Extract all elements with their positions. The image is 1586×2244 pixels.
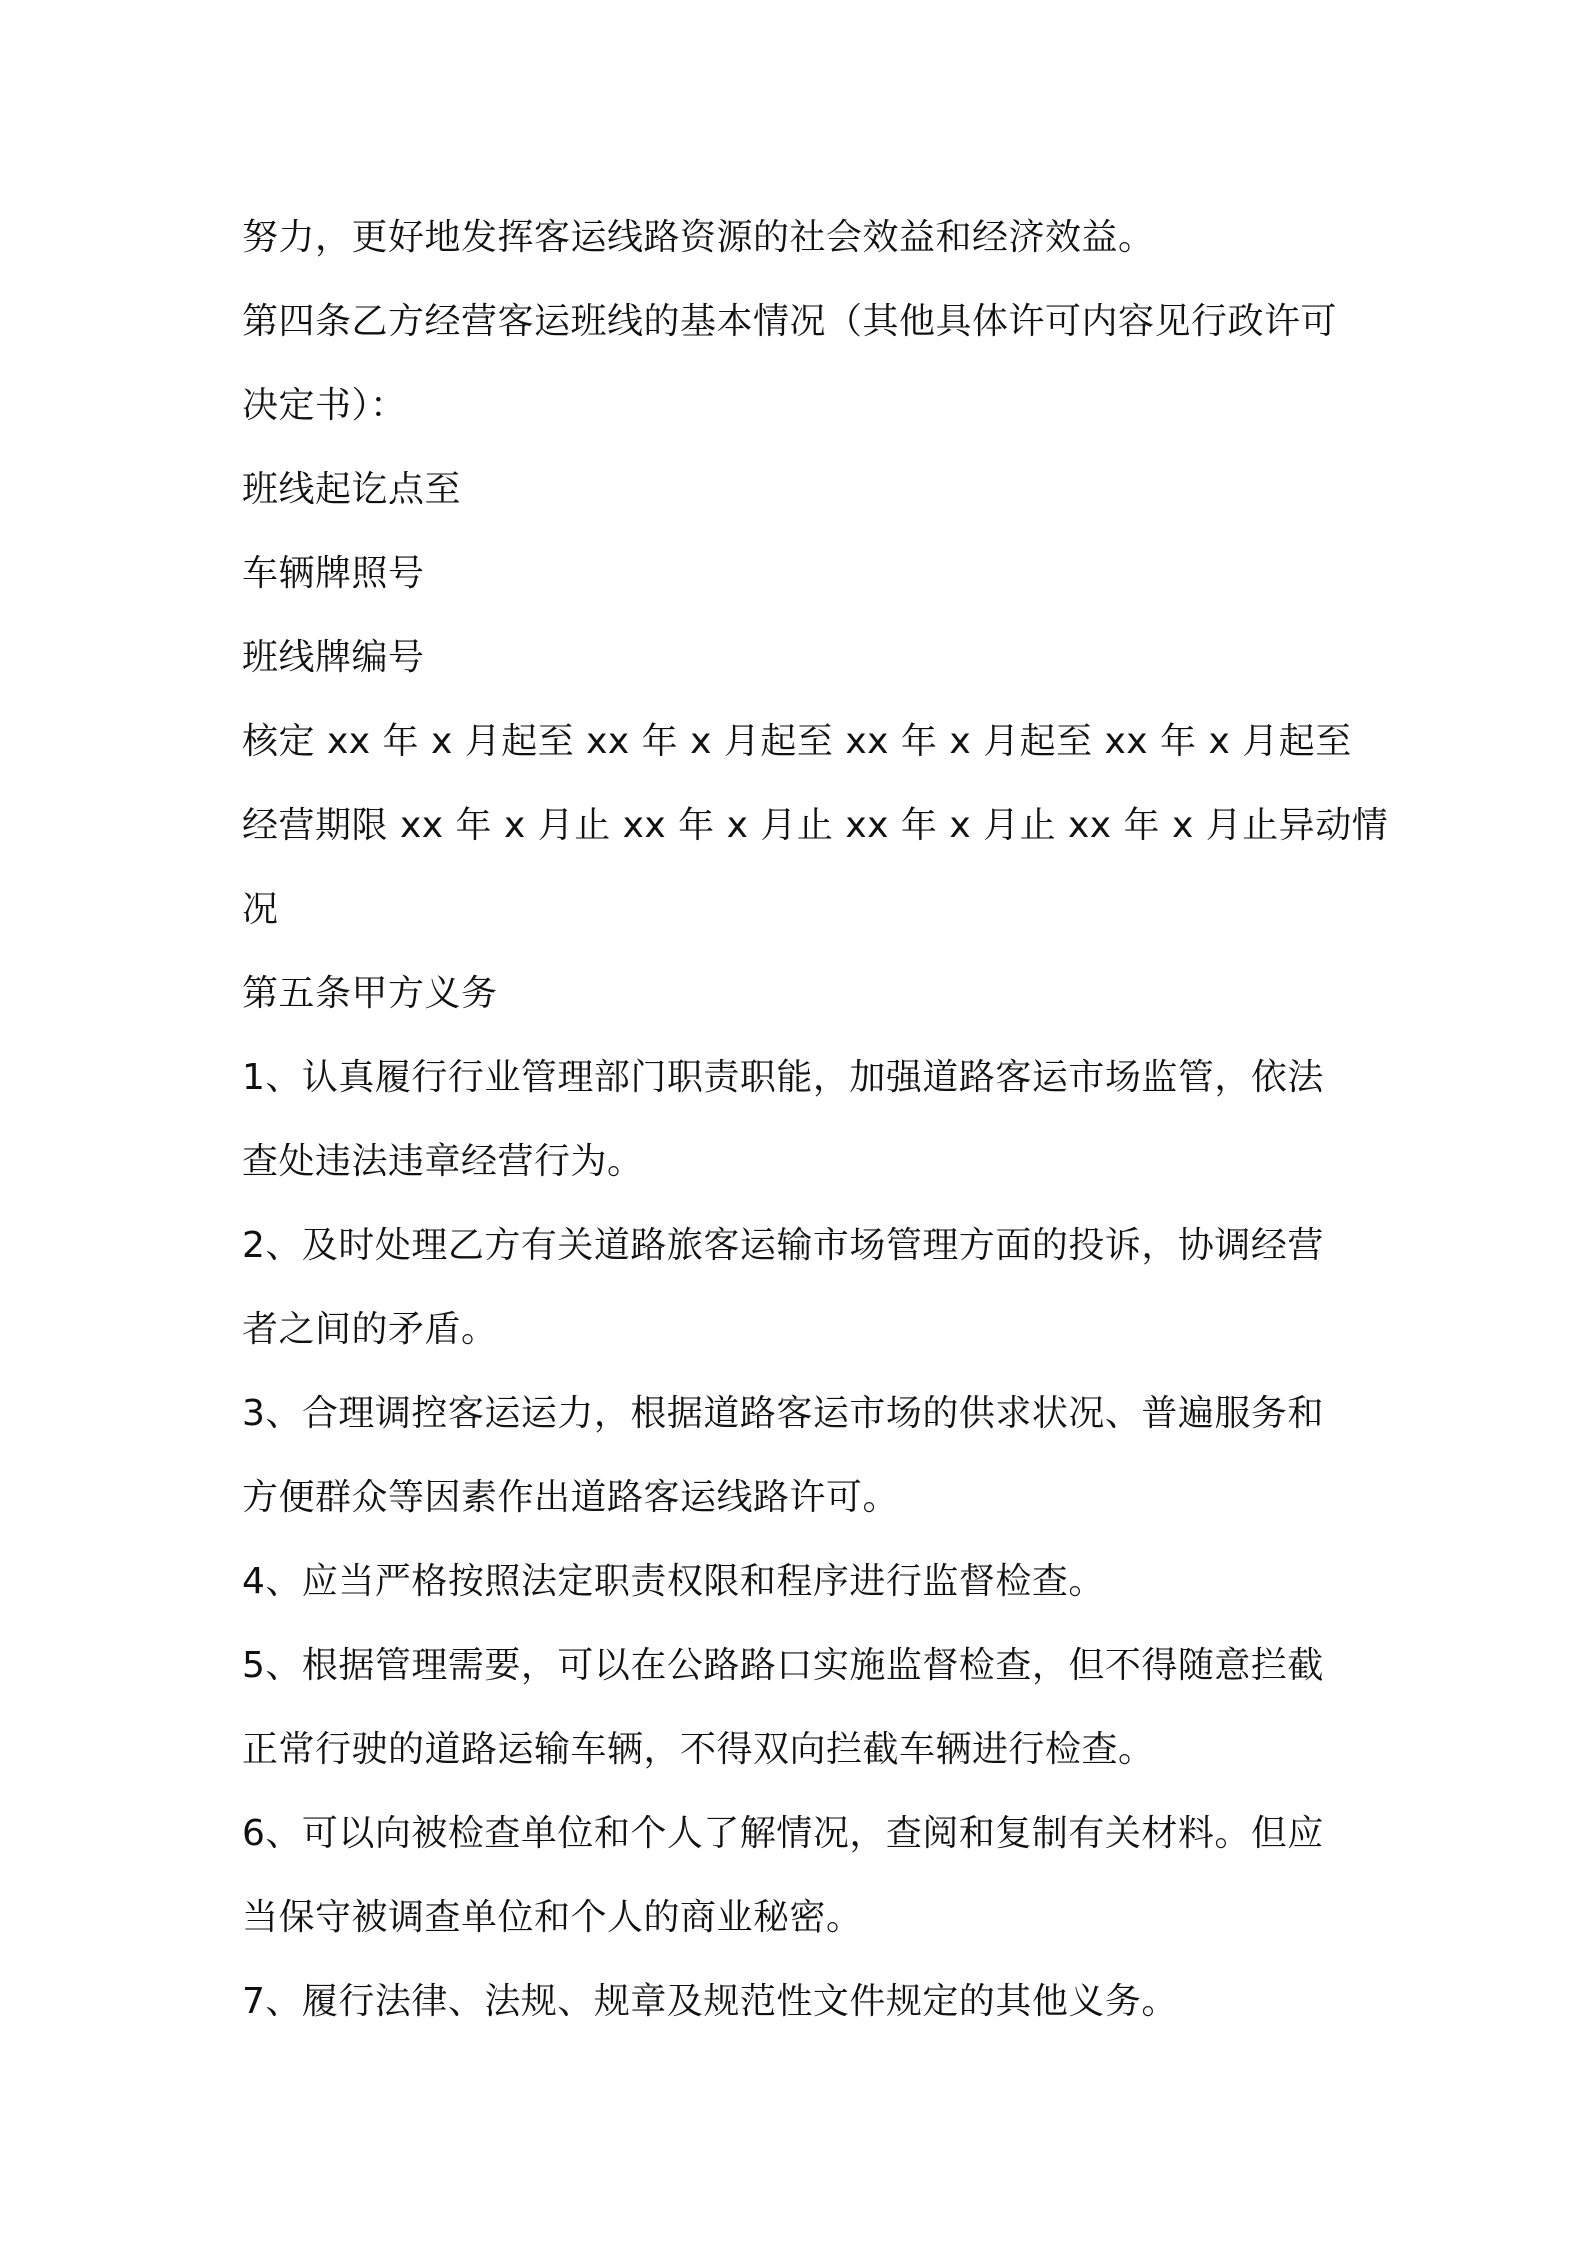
text-line: 努力，更好地发挥客运线路资源的社会效益和经济效益。	[242, 217, 1155, 258]
obligation-6: 6、可以向被检查单位和个人了解情况，查阅和复制有关材料。但应	[242, 1813, 1324, 1854]
document-body	[242, 196, 1389, 2044]
text-line: 查处违法违章经营行为。	[242, 1141, 644, 1182]
obligation-7: 7、履行法律、法规、规章及规范性文件规定的其他义务。	[242, 1981, 1178, 2022]
vehicle-plate-line: 车辆牌照号	[242, 553, 425, 594]
obligation-2: 2、及时处理乙方有关道路旅客运输市场管理方面的投诉，协调经营	[242, 1225, 1324, 1266]
article-4-heading: 第四条乙方经营客运班线的基本情况（其他具体许可内容见行政许可	[242, 301, 1338, 342]
obligation-1: 1、认真履行行业管理部门职责职能，加强道路客运市场监管，依法	[242, 1057, 1324, 1098]
obligation-5: 5、根据管理需要，可以在公路路口实施监督检查，但不得随意拦截	[242, 1645, 1324, 1686]
article-5-heading: 第五条甲方义务	[242, 973, 498, 1014]
approval-period-line: 核定 xx 年 x 月起至 xx 年 x 月起至 xx 年 x 月起至 xx 年 x 月起至	[242, 721, 1352, 762]
text-line: 当保守被调查单位和个人的商业秘密。	[242, 1897, 863, 1938]
route-plate-number-line: 班线牌编号	[242, 637, 425, 678]
route-endpoints-line: 班线起讫点至	[242, 469, 462, 510]
operation-period-line: 经营期限 xx 年 x 月止 xx 年 x 月止 xx 年 x 月止 xx 年 x 月止异动情	[242, 805, 1389, 846]
text-line: 况	[242, 889, 279, 930]
obligation-4: 4、应当严格按照法定职责权限和程序进行监督检查。	[242, 1561, 1105, 1602]
obligation-3: 3、合理调控客运运力，根据道路客运市场的供求状况、普遍服务和	[242, 1393, 1324, 1434]
text-line: 正常行驶的道路运输车辆，不得双向拦截车辆进行检查。	[242, 1729, 1155, 1770]
text-line: 者之间的矛盾。	[242, 1309, 498, 1350]
text-line: 方便群众等因素作出道路客运线路许可。	[242, 1477, 900, 1518]
text-line: 决定书）：	[242, 385, 407, 426]
